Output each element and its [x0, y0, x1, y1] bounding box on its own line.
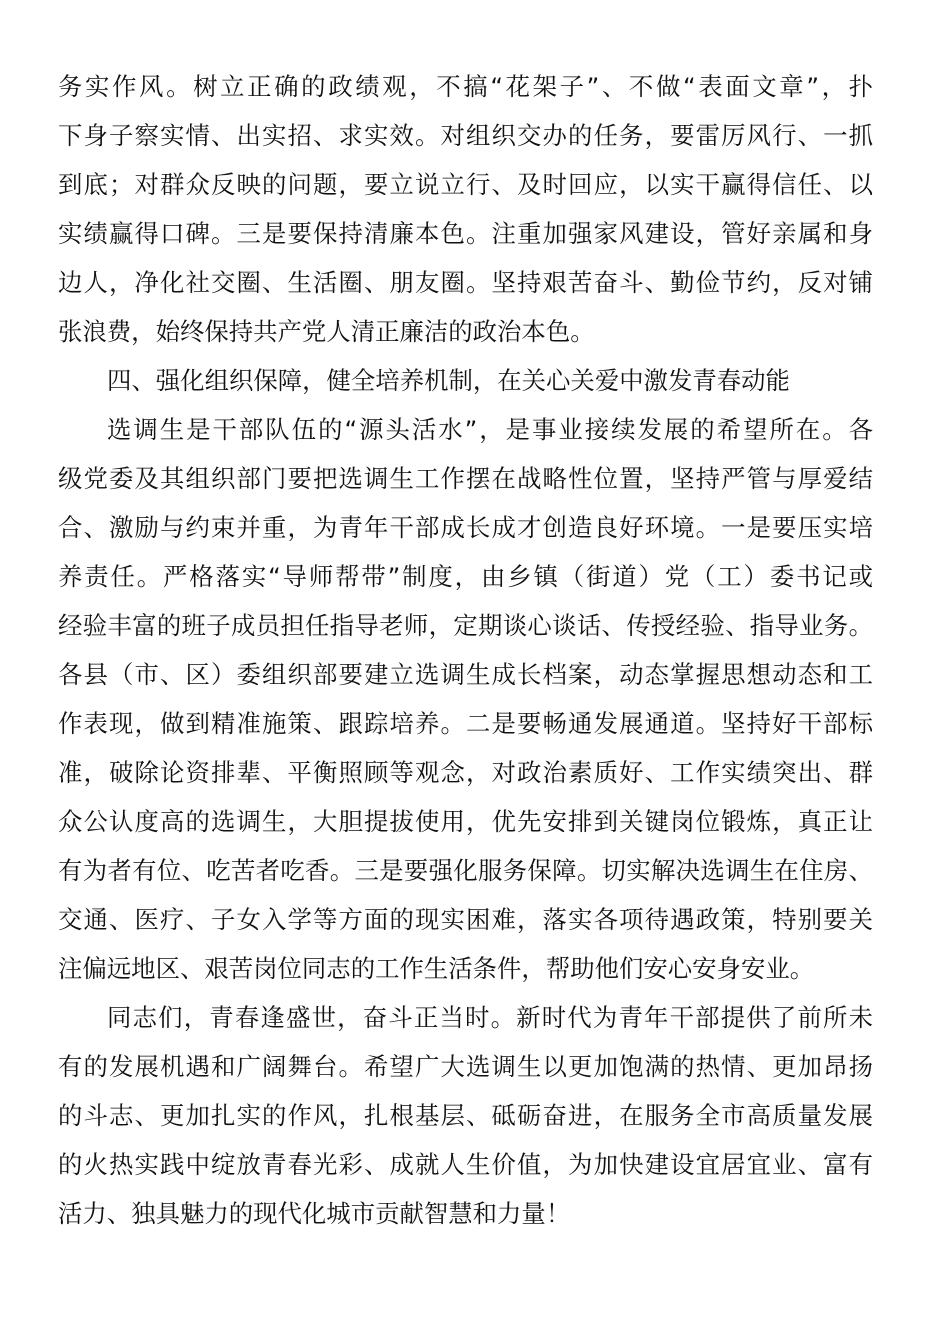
- section-heading-4: [58, 356, 873, 405]
- text-line: 下身子察实情、出实招、求实效。对组织交办的任务，要雷厉风行、一抓: [58, 121, 873, 150]
- text-line: 同志们，青春逢盛世，奋斗正当时。新时代为青年干部提供了前所未: [107, 1003, 873, 1032]
- text-line: 实绩赢得口碑。三是要保持清廉本色。注重加强家风建设，管好亲属和身: [58, 219, 873, 248]
- text-line: 有的发展机遇和广阔舞台。希望广大选调生以更加饱满的热情、更加昂扬: [58, 1052, 873, 1081]
- paragraph-organizational-support: [58, 405, 873, 993]
- text-line: 有为者有位、吃苦者吃香。三是要强化服务保障。切实解决选调生在住房、: [58, 856, 873, 885]
- text-line: 活力、独具魅力的现代化城市贡献智慧和力量！: [58, 1199, 571, 1228]
- text-line: 各县（市、区）委组织部要建立选调生成长档案，动态掌握思想动态和工: [58, 660, 873, 689]
- text-line: 到底；对群众反映的问题，要立说立行、及时回应，以实干赢得信任、以: [58, 170, 873, 199]
- text-line: 合、激励与约束并重，为青年干部成长成才创造良好环境。一是要压实培: [58, 513, 873, 542]
- text-line: 作表现，做到精准施策、跟踪培养。二是要畅通发展通道。坚持好干部标: [58, 709, 873, 738]
- text-line: 务实作风。树立正确的政绩观，不搞“花架子”、不做“表面文章”，扑: [58, 72, 873, 101]
- heading-text: 四、强化组织保障，健全培养机制，在关心关爱中激发青春动能: [107, 366, 790, 395]
- document-page: [58, 62, 873, 1238]
- text-line: 边人，净化社交圈、生活圈、朋友圈。坚持艰苦奋斗、勤俭节约，反对铺: [58, 268, 873, 297]
- paragraph-continuation: [58, 62, 873, 356]
- text-line: 的火热实践中绽放青春光彩、成就人生价值，为加快建设宜居宜业、富有: [58, 1150, 873, 1179]
- text-line: 级党委及其组织部门要把选调生工作摆在战略性位置，坚持严管与厚爱结: [58, 464, 873, 493]
- text-line: 众公认度高的选调生，大胆提拔使用，优先安排到关键岗位锻炼，真正让: [58, 807, 873, 836]
- text-line: 准，破除论资排辈、平衡照顾等观念，对政治素质好、工作实绩突出、群: [58, 758, 873, 787]
- paragraph-closing: [58, 993, 873, 1238]
- text-line: 交通、医疗、子女入学等方面的现实困难，落实各项待遇政策，特别要关: [58, 905, 873, 934]
- text-line: 选调生是干部队伍的“源头活水”，是事业接续发展的希望所在。各: [107, 415, 873, 444]
- text-line: 张浪费，始终保持共产党人清正廉洁的政治本色。: [58, 317, 595, 346]
- text-line: 养责任。严格落实“导师帮带”制度，由乡镇（街道）党（工）委书记或: [58, 562, 873, 591]
- text-line: 经验丰富的班子成员担任指导老师，定期谈心谈话、传授经验、指导业务。: [58, 611, 873, 640]
- text-line: 注偏远地区、艰苦岗位同志的工作生活条件，帮助他们安心安身安业。: [58, 954, 815, 983]
- text-line: 的斗志、更加扎实的作风，扎根基层、砥砺奋进，在服务全市高质量发展: [58, 1101, 873, 1130]
